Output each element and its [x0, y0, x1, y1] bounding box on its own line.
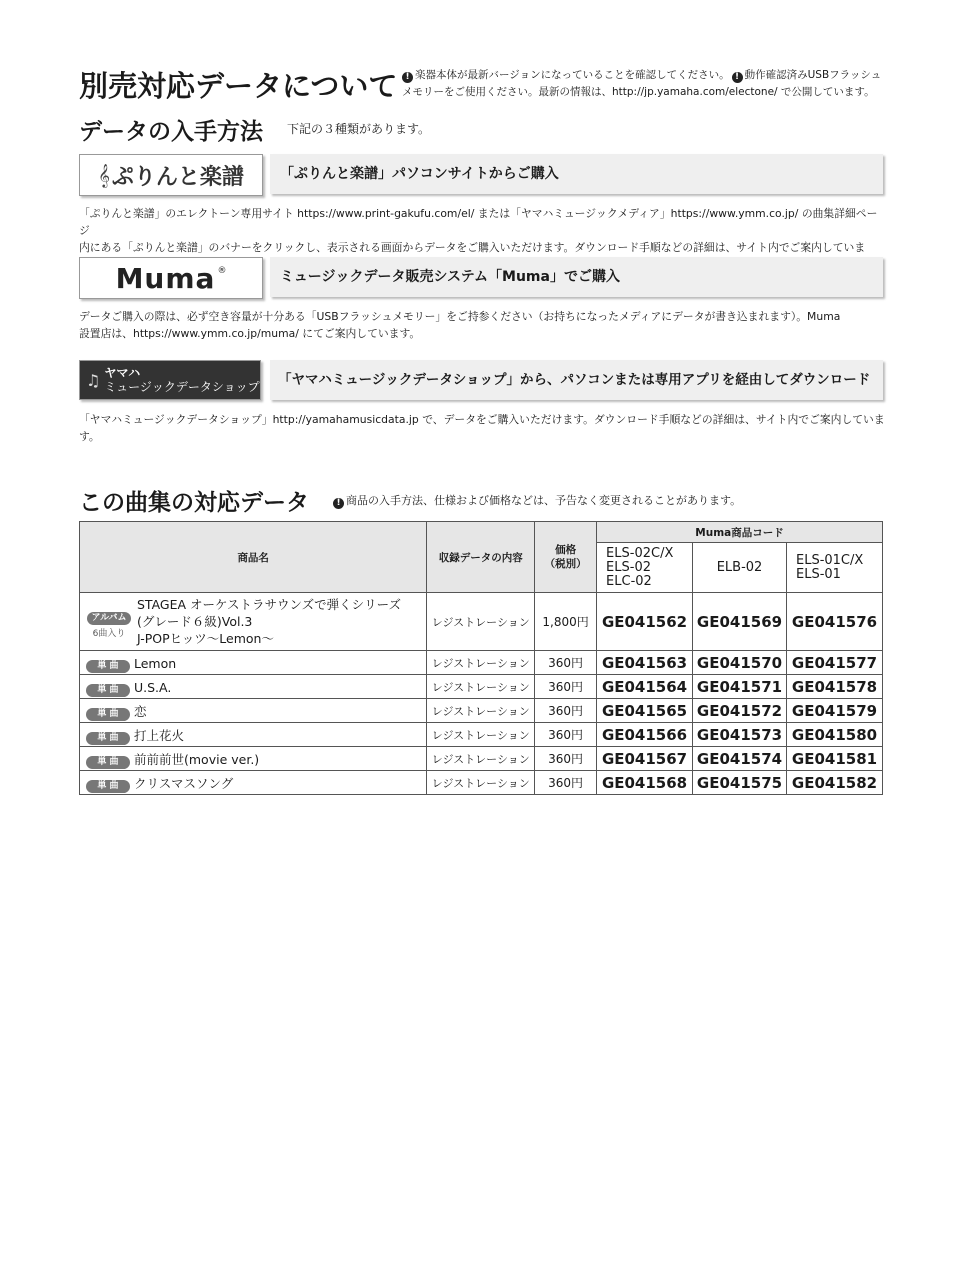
product-code: GE041572	[693, 699, 787, 723]
product-code: GE041582	[786, 771, 882, 795]
section-subtitle: 下記の３種類があります。	[287, 122, 431, 136]
product-code: GE041579	[786, 699, 882, 723]
method-banner-print-gakufu: 「ぷりんと楽譜」パソコンサイトからご購入	[270, 154, 883, 194]
product-code: GE041568	[597, 771, 693, 795]
table-row: 単 曲 Lemon レジストレーション 360円 GE041563 GE041570 GE041577	[80, 651, 883, 675]
product-code: GE041581	[786, 747, 882, 771]
product-code: GE041570	[693, 651, 787, 675]
music-clef-icon: 𝄞	[98, 163, 110, 187]
method-desc-music-data-shop: 「ヤマハミュージックデータショップ」http://yamahamusicdata.jp で、データをご購入いただけます。ダウンロード手順などの詳細は、サイト内でご案内しています。	[79, 413, 885, 443]
section2-note: ! 商品の入手方法、仕様および価格などは、予告なく変更されることがあります。	[333, 492, 741, 509]
single-badge: 単 曲	[86, 660, 130, 673]
product-name: STAGEA オーケストラサウンズで弾くシリーズ (グレード６級)Vol.3 J-POPヒッツ〜Lemon〜	[137, 597, 402, 646]
album-badge: アルバム	[87, 612, 131, 625]
product-code: GE041578	[786, 675, 882, 699]
page-title: 別売対応データについて	[79, 69, 398, 103]
header-model: ELB-02	[693, 543, 787, 593]
method-desc-print-gakufu: 「ぷりんと楽譜」のエレクトーン専用サイト https://www.print-gakufu.com/el/ または「ヤマハミュージックメディア」https://www.ymm.co.jp/ の曲集詳細ページ 内にある「ぷりんと楽譜」のバナーをクリックし、表示される画面からデータをご購入いただけます。ダウンロード手順などの詳細は、サイト内でご案内していま	[79, 207, 878, 254]
product-code: GE041576	[786, 593, 882, 651]
product-code: GE041566	[597, 723, 693, 747]
method-desc-muma: データご購入の際は、必ず空き容量が十分ある「USBフラッシュメモリー」をご持参ください（お持ちになったメディアにデータが書き込まれます）。Muma 設置店は、https://www.ymm.co.jp/muma/ にてご案内しています。	[79, 310, 841, 340]
header-model: ELS-02C/X ELS-02 ELC-02	[597, 543, 693, 593]
single-badge: 単 曲	[86, 732, 130, 745]
product-code: GE041565	[597, 699, 693, 723]
music-note-icon: ♫	[86, 370, 101, 390]
section-title-data: この曲集の対応データ	[79, 490, 309, 516]
print-gakufu-logo[interactable]: 𝄞 ぷりんと楽譜	[79, 154, 263, 196]
header-name: 商品名	[80, 522, 427, 593]
product-code: GE041562	[597, 593, 693, 651]
table-row: 単 曲 U.S.A. レジストレーション 360円 GE041564 GE041571 GE041578	[80, 675, 883, 699]
method-banner-music-data-shop: 「ヤマハミュージックデータショップ」から、パソコンまたは専用アプリを経由してダウンロード	[270, 360, 883, 400]
single-badge: 単 曲	[86, 708, 130, 721]
product-name: U.S.A.	[134, 679, 172, 695]
table-row: 単 曲 前前前世(movie ver.) レジストレーション 360円 GE041567 GE041574 GE041581	[80, 747, 883, 771]
product-code: GE041564	[597, 675, 693, 699]
product-code: GE041577	[786, 651, 882, 675]
table-row: 単 曲 恋 レジストレーション 360円 GE041565 GE041572 GE041579	[80, 699, 883, 723]
table-row: アルバム 6曲入り STAGEA オーケストラサウンズで弾くシリーズ (グレード６級)Vol.3 J-POPヒッツ〜Lemon〜 レジストレーション 1,800円 GE041562 GE041569 GE041576	[80, 593, 883, 651]
product-name: クリスマスソング	[134, 775, 234, 791]
table-row: 単 曲 クリスマスソング レジストレーション 360円 GE041568 GE041575 GE041582	[80, 771, 883, 795]
product-code: GE041571	[693, 675, 787, 699]
yamaha-music-data-shop-logo[interactable]: ♫ ヤマハ ミュージックデータショップ	[79, 360, 261, 400]
header-content: 収録データの内容	[427, 522, 535, 593]
header-price: 価格 （税別）	[535, 522, 597, 593]
product-code: GE041569	[693, 593, 787, 651]
header-notes: ! 楽器本体が最新バージョンになっていることを確認してください。 ! 動作確認済みUSBフラッシュ メモリーをご使用ください。最新の情報は、http://jp.yamaha.com/electone/ で公開しています。	[402, 69, 882, 98]
product-name: 打上花火	[134, 727, 185, 743]
product-code: GE041563	[597, 651, 693, 675]
product-code: GE041567	[597, 747, 693, 771]
exclamation-icon: !	[732, 72, 743, 83]
product-name: Lemon	[134, 655, 177, 671]
header-muma: Muma商品コード	[597, 522, 883, 543]
muma-logo[interactable]: Muma ®	[79, 257, 263, 299]
product-code: GE041575	[693, 771, 787, 795]
single-badge: 単 曲	[86, 756, 130, 769]
single-badge: 単 曲	[86, 780, 130, 793]
exclamation-icon: !	[333, 498, 344, 509]
exclamation-icon: !	[402, 72, 413, 83]
method-banner-muma: ミュージックデータ販売システム「Muma」でご購入	[270, 257, 883, 297]
product-name: 恋	[134, 703, 147, 719]
product-code: GE041580	[786, 723, 882, 747]
product-table	[79, 521, 883, 795]
product-code: GE041573	[693, 723, 787, 747]
table-row: 単 曲 打上花火 レジストレーション 360円 GE041566 GE041573 GE041580	[80, 723, 883, 747]
header-model: ELS-01C/X ELS-01	[786, 543, 882, 593]
product-name: 前前前世(movie ver.)	[134, 751, 260, 767]
product-code: GE041574	[693, 747, 787, 771]
single-badge: 単 曲	[86, 684, 130, 697]
section-title-acquisition: データの入手方法	[79, 119, 263, 145]
